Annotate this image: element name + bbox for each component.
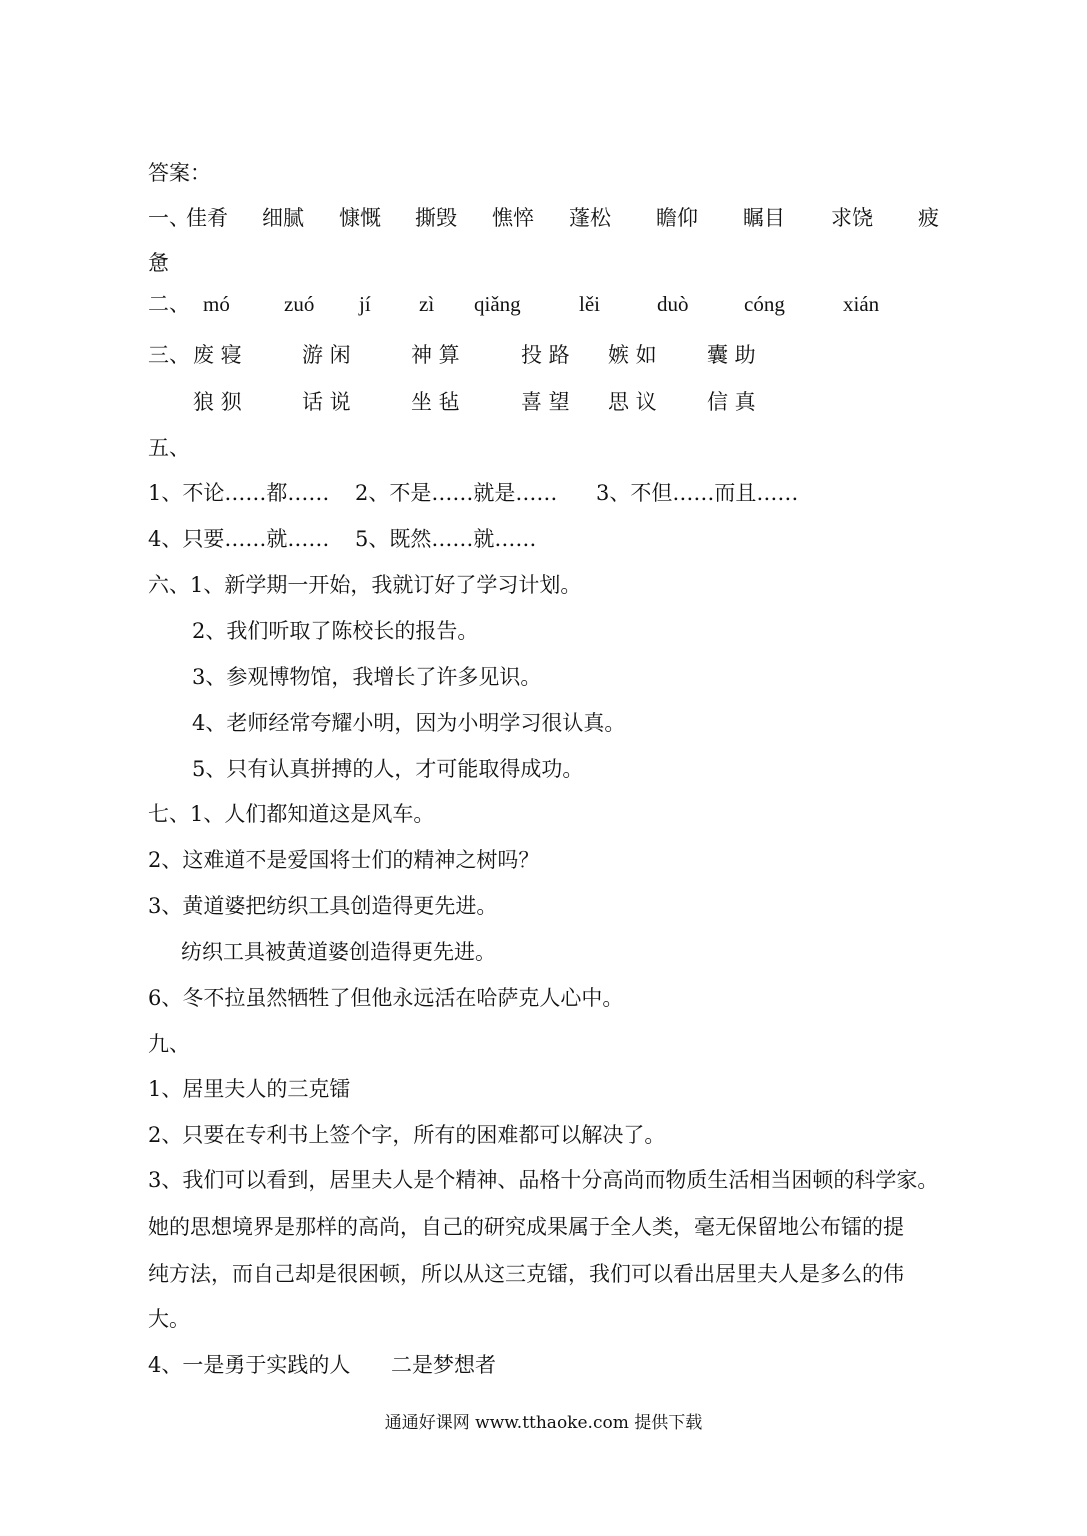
answer-title: 答案：: [148, 161, 211, 185]
idiom-part: 投 路: [521, 343, 570, 367]
section-9-item-3-line: 纯方法，而自己却是很困顿，所以从这三克镭，我们可以看出居里夫人是多么的伟: [148, 1262, 904, 1286]
pinyin-item: lěi: [579, 292, 600, 316]
section-9-item-4b: 二是梦想者: [391, 1353, 496, 1377]
section-1-word: 佳肴: [186, 206, 228, 230]
idiom-part: 神 算: [411, 343, 460, 367]
idiom-part: 喜 望: [521, 390, 570, 414]
section-1-label: 一、: [148, 206, 190, 230]
section-9-label: 九、: [148, 1032, 190, 1056]
pinyin-item: mó: [203, 292, 230, 316]
idiom-part: 囊 助: [707, 343, 756, 367]
section-6-item: 4、老师经常夸耀小明，因为小明学习很认真。: [192, 711, 626, 735]
conjunction-item: 2、不是……就是……: [355, 481, 558, 505]
pinyin-item: zuó: [284, 292, 315, 316]
section-1-word: 求饶: [831, 206, 873, 230]
section-2-label: 二、: [148, 292, 190, 316]
section-9-item-2: 2、只要在专利书上签个字，所有的困难都可以解决了。: [148, 1123, 666, 1147]
section-1-word: 瞩目: [743, 206, 785, 230]
section-9-item-3-line: 3、我们可以看到，居里夫人是个精神、品格十分高尚而物质生活相当困顿的科学家。: [148, 1168, 939, 1192]
section-9-item-4: 4、一是勇于实践的人: [148, 1353, 351, 1377]
section-1-continuation: 惫: [148, 251, 169, 275]
idiom-part: 游 闲: [302, 343, 351, 367]
pinyin-item: xián: [843, 292, 880, 316]
pinyin-item: zì: [419, 292, 435, 316]
section-1-word: 慷慨: [339, 206, 381, 230]
section-1-word: 疲: [918, 206, 939, 230]
idiom-part: 废 寝: [193, 343, 242, 367]
section-9-item-3-line: 大。: [148, 1307, 190, 1331]
pinyin-item: jí: [359, 292, 371, 316]
section-1-word: 蓬松: [569, 206, 611, 230]
section-7-item: 6、冬不拉虽然牺牲了但他永远活在哈萨克人心中。: [148, 986, 624, 1010]
section-1-word: 细腻: [262, 206, 304, 230]
conjunction-item: 5、既然……就……: [355, 527, 537, 551]
idiom-part: 思 议: [608, 390, 657, 414]
idiom-part: 坐 毡: [411, 390, 460, 414]
page-footer: 通通好课网 www.tthaoke.com 提供下载: [384, 1413, 703, 1433]
section-7-item: 3、黄道婆把纺织工具创造得更先进。: [148, 894, 498, 918]
idiom-part: 嫉 如: [608, 343, 657, 367]
pinyin-item: qiǎng: [474, 292, 521, 316]
section-9-item-3-line: 她的思想境界是那样的高尚，自己的研究成果属于全人类，毫无保留地公布镭的提: [148, 1215, 904, 1239]
section-6-item: 5、只有认真拼搏的人，才可能取得成功。: [192, 757, 584, 781]
pinyin-item: duò: [657, 292, 689, 316]
section-6-item: 2、我们听取了陈校长的报告。: [192, 619, 479, 643]
idiom-part: 信 真: [707, 390, 756, 414]
idiom-part: 狼 狈: [193, 390, 242, 414]
section-5-label: 五、: [148, 436, 190, 460]
idiom-part: 话 说: [302, 390, 351, 414]
section-1-word: 撕毁: [415, 206, 457, 230]
pinyin-item: cóng: [744, 292, 785, 316]
section-6-item: 3、参观博物馆，我增长了许多见识。: [192, 665, 542, 689]
section-1-word: 瞻仰: [656, 206, 698, 230]
conjunction-item: 3、不但……而且……: [596, 481, 799, 505]
conjunction-item: 1、不论……都……: [148, 481, 330, 505]
section-6-item: 六、1、新学期一开始，我就订好了学习计划。: [148, 573, 582, 597]
section-7-item: 2、这难道不是爱国将士们的精神之树吗？: [148, 848, 540, 872]
section-7-item: 纺织工具被黄道婆创造得更先进。: [181, 940, 496, 964]
section-7-item: 七、1、人们都知道这是风车。: [148, 802, 435, 826]
conjunction-item: 4、只要……就……: [148, 527, 330, 551]
section-1-word: 憔悴: [492, 206, 534, 230]
section-9-item-1: 1、居里夫人的三克镭: [148, 1077, 351, 1101]
section-3-label: 三、: [148, 343, 190, 367]
